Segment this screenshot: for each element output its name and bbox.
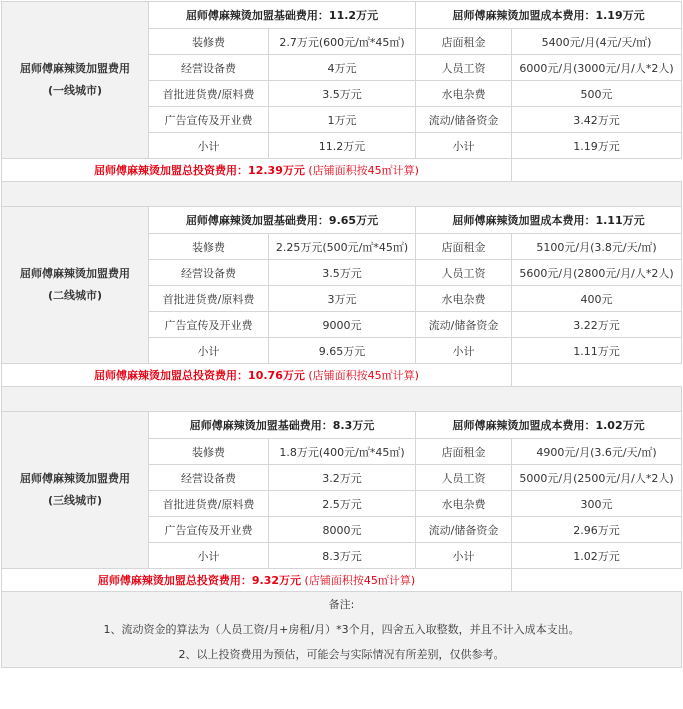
subtotal-value: 11.2万元 bbox=[269, 133, 416, 159]
tier3-total bbox=[2, 569, 512, 592]
cost-item: 首批进货费/原料费 bbox=[149, 81, 269, 107]
tier3-cost-title: 屈师傅麻辣烫加盟成本费用：1.02万元 bbox=[416, 412, 682, 439]
subtotal-label: 小计 bbox=[416, 133, 512, 159]
tier1-total-row bbox=[2, 159, 682, 182]
tier1-total-amount: 屈师傅麻辣烫加盟总投资费用：12.39万元 bbox=[94, 164, 305, 177]
tier1-header-row bbox=[2, 2, 682, 29]
notes-title: 备注: bbox=[328, 598, 355, 611]
franchise-fee-table bbox=[1, 1, 682, 668]
spacer-cell bbox=[2, 387, 682, 412]
section-spacer bbox=[2, 387, 682, 412]
tier2-header-row bbox=[2, 207, 682, 234]
tier3-total-row bbox=[2, 569, 682, 592]
cost-value: 3.5万元 bbox=[269, 260, 416, 286]
cost-item: 装修费 bbox=[149, 439, 269, 465]
cost-item: 广告宣传及开业费 bbox=[149, 312, 269, 338]
tier2-total-note: (店铺面积按45㎡计算) bbox=[308, 369, 419, 382]
tier2-total bbox=[2, 364, 512, 387]
subtotal-label: 小计 bbox=[416, 543, 512, 569]
cost-value: 5400元/月(4元/天/㎡) bbox=[512, 29, 682, 55]
subtotal-value: 8.3万元 bbox=[269, 543, 416, 569]
cost-item: 经营设备费 bbox=[149, 260, 269, 286]
tier2-total-amount: 屈师傅麻辣烫加盟总投资费用：10.76万元 bbox=[94, 369, 305, 382]
cost-value: 300元 bbox=[512, 491, 682, 517]
tier2-label-cell bbox=[2, 207, 149, 364]
subtotal-label: 小计 bbox=[149, 133, 269, 159]
tier1-total-note: (店铺面积按45㎡计算) bbox=[308, 164, 419, 177]
cost-value: 5600元/月(2800元/月/人*2人) bbox=[512, 260, 682, 286]
subtotal-value: 1.11万元 bbox=[512, 338, 682, 364]
subtotal-value: 1.02万元 bbox=[512, 543, 682, 569]
tier1-cost-title: 屈师傅麻辣烫加盟成本费用：1.19万元 bbox=[416, 2, 682, 29]
tier2-city: (二线城市) bbox=[47, 289, 103, 302]
subtotal-value: 1.19万元 bbox=[512, 133, 682, 159]
cost-item: 水电杂费 bbox=[416, 81, 512, 107]
cost-value: 1万元 bbox=[269, 107, 416, 133]
cost-value: 5000元/月(2500元/月/人*2人) bbox=[512, 465, 682, 491]
tier1-base-title: 屈师傅麻辣烫加盟基础费用：11.2万元 bbox=[149, 2, 416, 29]
cost-item: 装修费 bbox=[149, 234, 269, 260]
tier1-name: 屈师傅麻辣烫加盟费用 bbox=[20, 62, 130, 75]
section-spacer bbox=[2, 182, 682, 207]
cost-item: 广告宣传及开业费 bbox=[149, 107, 269, 133]
tier3-label-cell bbox=[2, 412, 149, 569]
cost-value: 5100元/月(3.8元/天/㎡) bbox=[512, 234, 682, 260]
tier1-total bbox=[2, 159, 512, 182]
notes-row bbox=[2, 592, 682, 668]
cost-item: 店面租金 bbox=[416, 29, 512, 55]
cost-item: 广告宣传及开业费 bbox=[149, 517, 269, 543]
notes-cell bbox=[2, 592, 682, 668]
cost-item: 店面租金 bbox=[416, 234, 512, 260]
tier2-total-row bbox=[2, 364, 682, 387]
cost-item: 经营设备费 bbox=[149, 55, 269, 81]
note-line-2: 2、以上投资费用为预估，可能会与实际情况有所差别，仅供参考。 bbox=[178, 648, 505, 661]
tier3-city: (三线城市) bbox=[47, 494, 103, 507]
subtotal-label: 小计 bbox=[149, 338, 269, 364]
subtotal-label: 小计 bbox=[416, 338, 512, 364]
tier3-base-title: 屈师傅麻辣烫加盟基础费用：8.3万元 bbox=[149, 412, 416, 439]
tier3-name: 屈师傅麻辣烫加盟费用 bbox=[20, 472, 130, 485]
tier3-header-row bbox=[2, 412, 682, 439]
cost-value: 3.2万元 bbox=[269, 465, 416, 491]
cost-item: 店面租金 bbox=[416, 439, 512, 465]
tier2-name: 屈师傅麻辣烫加盟费用 bbox=[20, 267, 130, 280]
cost-value: 3.5万元 bbox=[269, 81, 416, 107]
subtotal-label: 小计 bbox=[149, 543, 269, 569]
cost-item: 经营设备费 bbox=[149, 465, 269, 491]
tier2-base-title: 屈师傅麻辣烫加盟基础费用：9.65万元 bbox=[149, 207, 416, 234]
spacer-cell bbox=[2, 182, 682, 207]
cost-item: 装修费 bbox=[149, 29, 269, 55]
cost-value: 400元 bbox=[512, 286, 682, 312]
cost-value: 1.8万元(400元/㎡*45㎡) bbox=[269, 439, 416, 465]
cost-value: 2.7万元(600元/㎡*45㎡) bbox=[269, 29, 416, 55]
tier1-city: (一线城市) bbox=[47, 84, 103, 97]
cost-value: 500元 bbox=[512, 81, 682, 107]
cost-value: 9000元 bbox=[269, 312, 416, 338]
cost-value: 6000元/月(3000元/月/人*2人) bbox=[512, 55, 682, 81]
cost-item: 首批进货费/原料费 bbox=[149, 491, 269, 517]
cost-item: 流动/储备资金 bbox=[416, 517, 512, 543]
cost-item: 流动/储备资金 bbox=[416, 107, 512, 133]
tier1-label-cell bbox=[2, 2, 149, 159]
cost-value: 3.22万元 bbox=[512, 312, 682, 338]
cost-item: 首批进货费/原料费 bbox=[149, 286, 269, 312]
tier3-total-amount: 屈师傅麻辣烫加盟总投资费用：9.32万元 bbox=[97, 574, 302, 587]
cost-item: 人员工资 bbox=[416, 260, 512, 286]
cost-value: 4万元 bbox=[269, 55, 416, 81]
cost-item: 流动/储备资金 bbox=[416, 312, 512, 338]
cost-value: 2.96万元 bbox=[512, 517, 682, 543]
tier2-cost-title: 屈师傅麻辣烫加盟成本费用：1.11万元 bbox=[416, 207, 682, 234]
note-line-1: 1、流动资金的算法为（人员工资/月+房租/月）*3个月，四舍五入取整数，并且不计入成本支出。 bbox=[103, 623, 580, 636]
subtotal-value: 9.65万元 bbox=[269, 338, 416, 364]
cost-item: 人员工资 bbox=[416, 55, 512, 81]
cost-value: 8000元 bbox=[269, 517, 416, 543]
cost-item: 水电杂费 bbox=[416, 491, 512, 517]
cost-value: 2.25万元(500元/㎡*45㎡) bbox=[269, 234, 416, 260]
cost-value: 3万元 bbox=[269, 286, 416, 312]
cost-value: 4900元/月(3.6元/天/㎡) bbox=[512, 439, 682, 465]
cost-item: 水电杂费 bbox=[416, 286, 512, 312]
cost-value: 3.42万元 bbox=[512, 107, 682, 133]
tier3-total-note: (店铺面积按45㎡计算) bbox=[304, 574, 416, 587]
cost-value: 2.5万元 bbox=[269, 491, 416, 517]
cost-item: 人员工资 bbox=[416, 465, 512, 491]
